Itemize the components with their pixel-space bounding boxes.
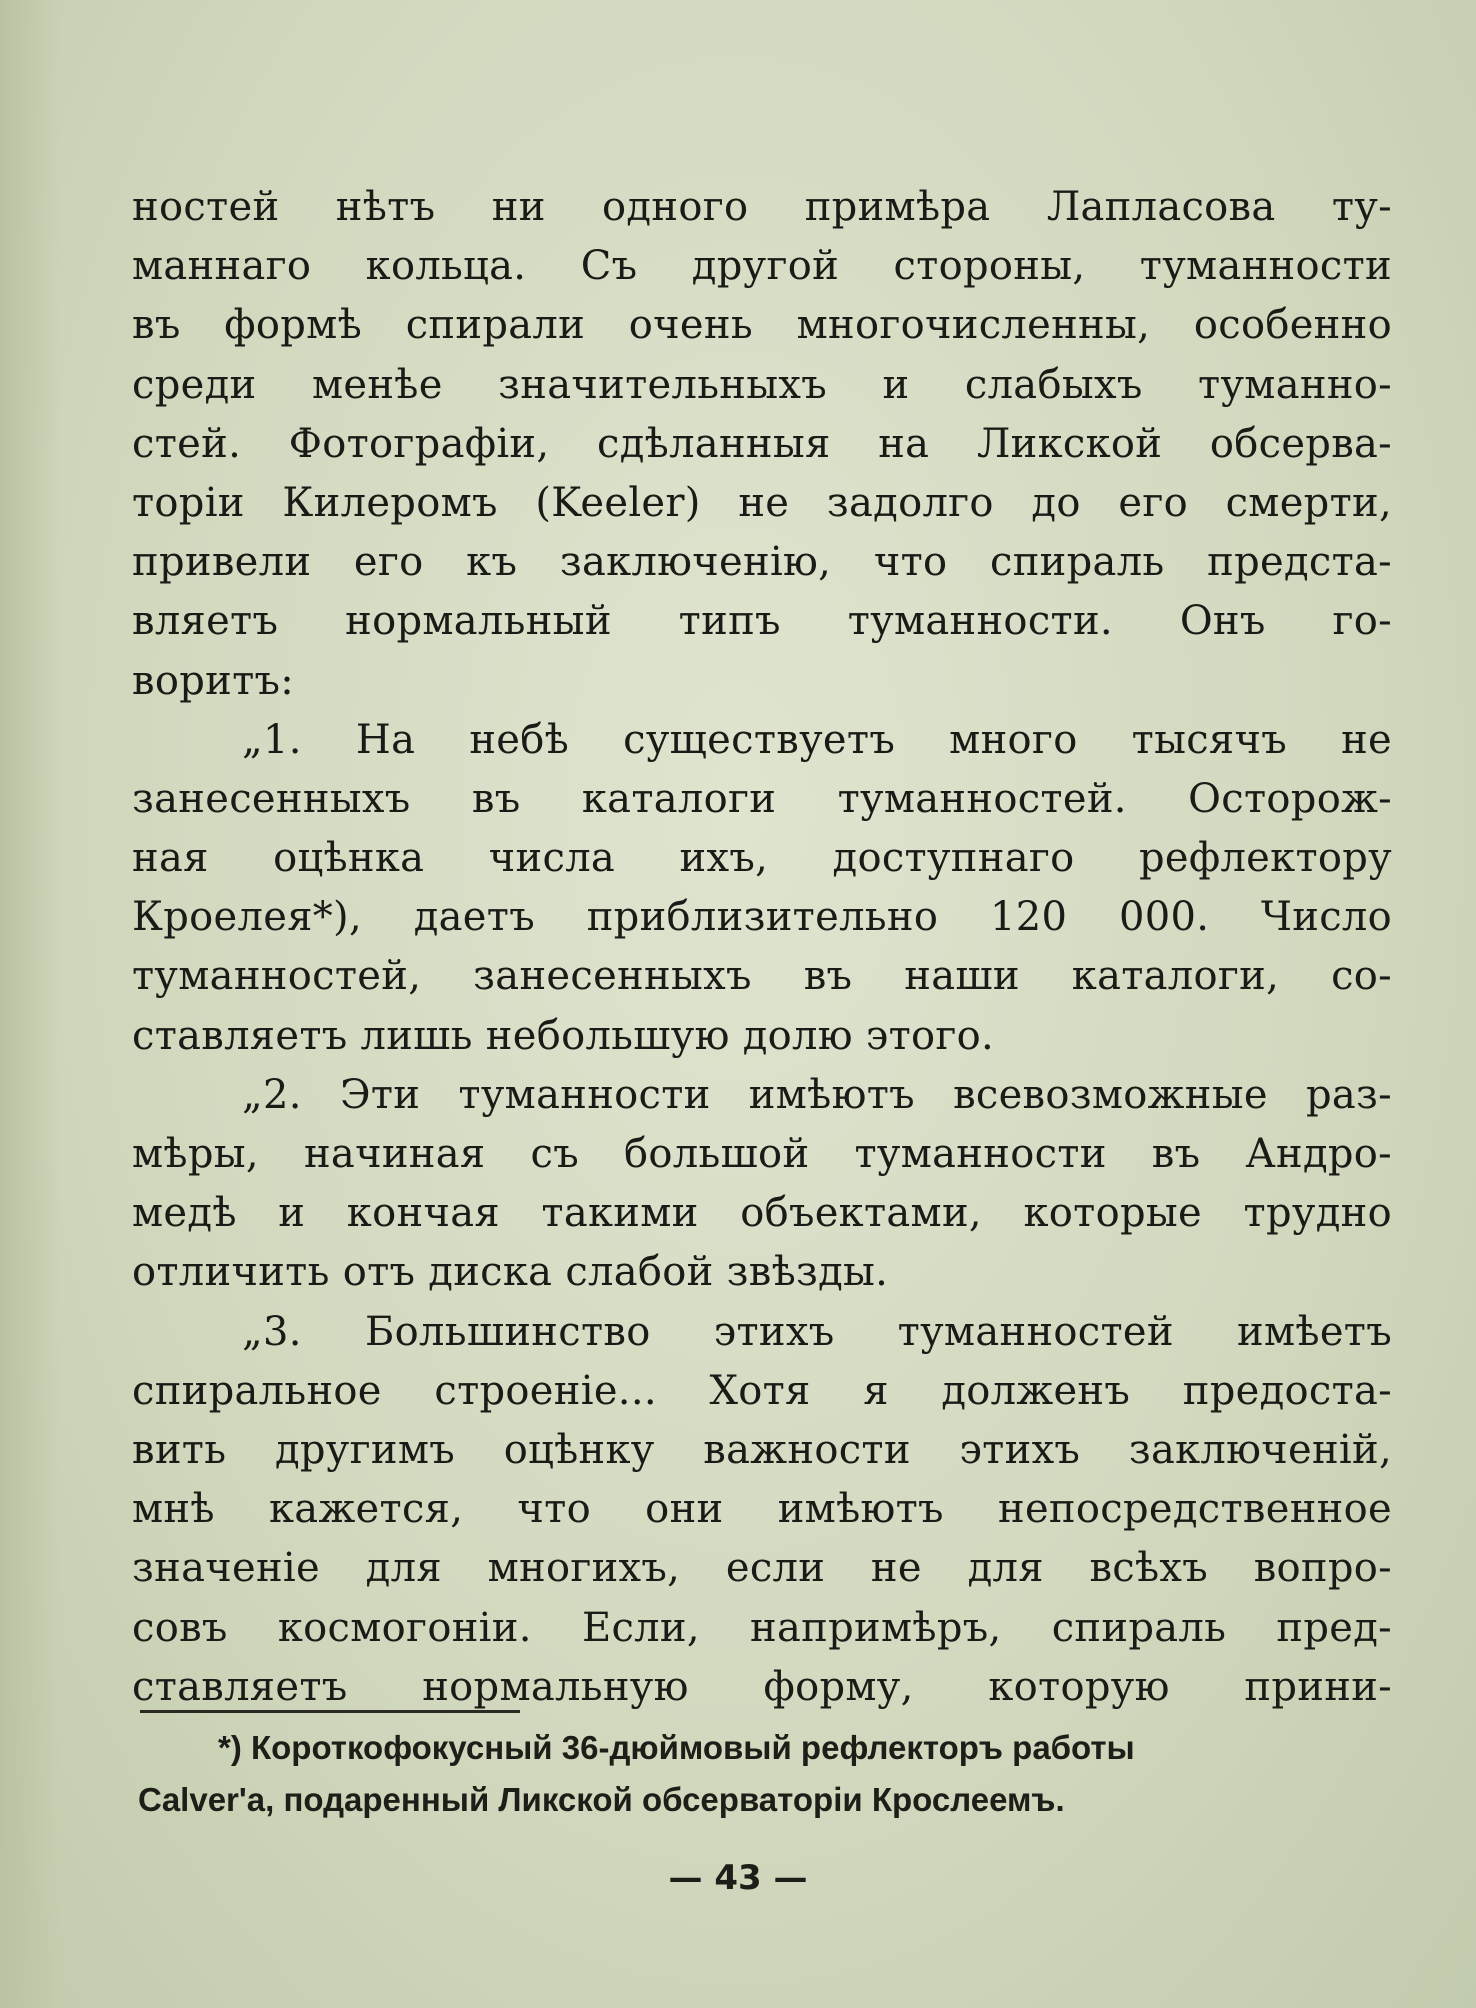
footnote-line: *) Короткофокусный 36-дюймовый рефлекторъ работы [218,1729,1135,1766]
text-line: значеніе для многихъ, если не для всѣхъ вопро- [132,1545,1392,1592]
text-line: отличить отъ диска слабой звѣзды. [132,1249,889,1296]
quote-item-1: „1. На небѣ существуетъ много тысячъ не [242,716,1392,763]
text-line: медѣ и кончая такими объектами, которые трудно [132,1190,1392,1237]
text-line: Кроелея*), даетъ приблизительно 120 000. Число [132,894,1392,941]
text-line: спиральное строеніе... Хотя я долженъ предоста- [132,1367,1392,1414]
text-line: ставляетъ нормальную форму, которую прини- [132,1663,1392,1710]
text-line: совъ космогоніи. Если, напримѣръ, спираль пред- [132,1604,1392,1651]
text-line: среди менѣе значительныхъ и слабыхъ туманно- [132,361,1392,408]
text-line: ностей нѣтъ ни одного примѣра Лапласова ту- [132,184,1392,230]
text-line: вляетъ нормальный типъ туманности. Онъ го- [132,598,1392,645]
text-line: привели его къ заключенію, что спираль предста- [132,539,1392,586]
body-text [132,178,1392,1717]
text-line: маннаго кольца. Съ другой стороны, туманности [132,243,1392,290]
text-line: туманностей, занесенныхъ въ наши каталоги, со- [132,953,1392,1000]
gutter-shadow [0,0,60,2008]
footnote-line: Calver'a, подаренный Ликской обсерваторіи Крослеемъ. [138,1781,1065,1818]
text-line: ставляетъ лишь небольшую долю этого. [132,1012,995,1059]
text-line: мѣры, начиная съ большой туманности въ Андро- [132,1131,1392,1177]
quote-item-2: „2. Эти туманности имѣютъ всевозможные раз- [242,1071,1392,1118]
page-number: — 43 — [668,1858,808,1898]
text-line: торіи Килеромъ (Keeler) не задолго до его смерти, [132,479,1392,526]
text-line: вить другимъ оцѣнку важности этихъ заключеній, [132,1426,1392,1473]
text-line: ная оцѣнка числа ихъ, доступнаго рефлектору [132,835,1392,882]
text-line: мнѣ кажется, что они имѣютъ непосредственное [132,1486,1392,1533]
text-line: занесенныхъ въ каталоги туманностей. Осторож- [132,775,1392,822]
quote-item-3: „3. Большинство этихъ туманностей имѣетъ [242,1308,1392,1355]
text-line: воритъ: [132,657,295,704]
footnote [138,1722,1298,1826]
text-line: стей. Фотографіи, сдѣланныя на Ликской обсерва- [132,420,1392,467]
text-line: въ формѣ спирали очень многочисленны, особенно [132,302,1392,349]
footnote-divider [140,1710,520,1713]
